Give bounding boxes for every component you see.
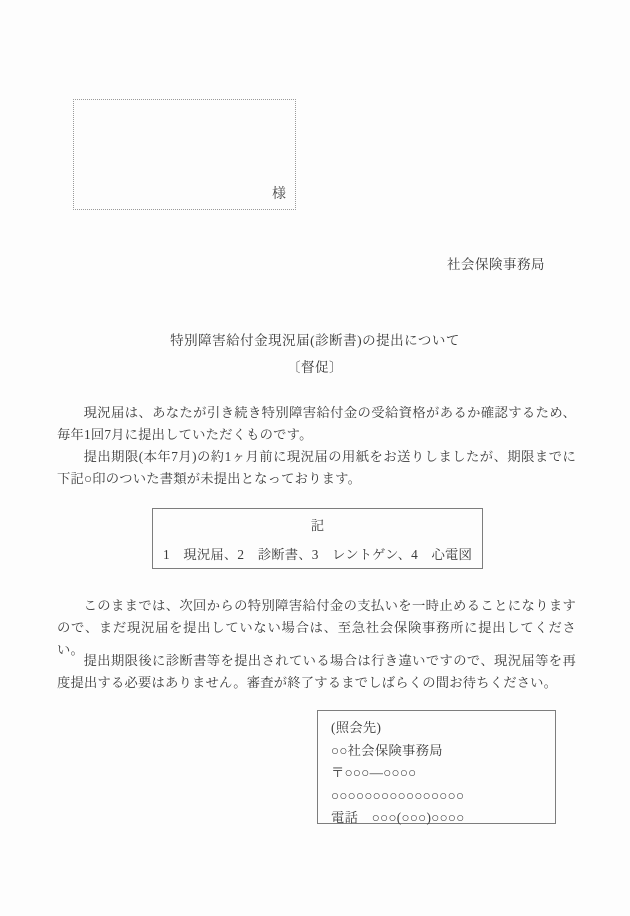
contact-phone: 電話 ○○○(○○○)○○○○ — [331, 810, 465, 826]
contact-postal-code: 〒○○○―○○○○ — [331, 765, 417, 781]
note-box-items: 1 現況届、2 診断書、3 レントゲン、4 心電図 — [163, 547, 472, 562]
body-paragraph-1: 現況届は、あなたが引き続き特別障害給付金の受給資格があるか確認するため、毎年1回7月に提出していただくものです。 — [57, 405, 576, 442]
contact-info-box — [317, 710, 556, 824]
contact-office-name: ○○社会保険事務局 — [331, 742, 443, 758]
contact-address: ○○○○○○○○○○○○○○○○ — [331, 787, 465, 803]
note-box-heading: 記 — [310, 518, 325, 533]
sender-name: 社会保険事務局 — [447, 257, 545, 272]
body-paragraph-3: このままでは、次回からの特別障害給付金の支払いを一時止めることになりますので、まだ現況届を提出していない場合は、至急社会保険事務所に提出してください。 — [57, 598, 576, 657]
recipient-honorific-sama: 様 — [272, 187, 286, 202]
document-title: 特別障害給付金現況届(診断書)の提出について — [170, 333, 460, 348]
body-paragraph-4: 提出期限後に診断書等を提出されている場合は行き違いですので、現況届等を再度提出する必要はありません。審査が終了するまでしばらくの間お待ちください。 — [57, 653, 576, 690]
body-paragraph-2: 提出期限(本年7月)の約1ヶ月前に現況届の用紙をお送りしましたが、期限までに下記○印のついた書類が未提出となっております。 — [57, 449, 576, 486]
recipient-address-box — [73, 99, 296, 210]
document-subtitle-reminder: 〔督促〕 — [287, 360, 343, 375]
contact-label: (照会先) — [331, 720, 382, 735]
note-box — [152, 508, 483, 569]
